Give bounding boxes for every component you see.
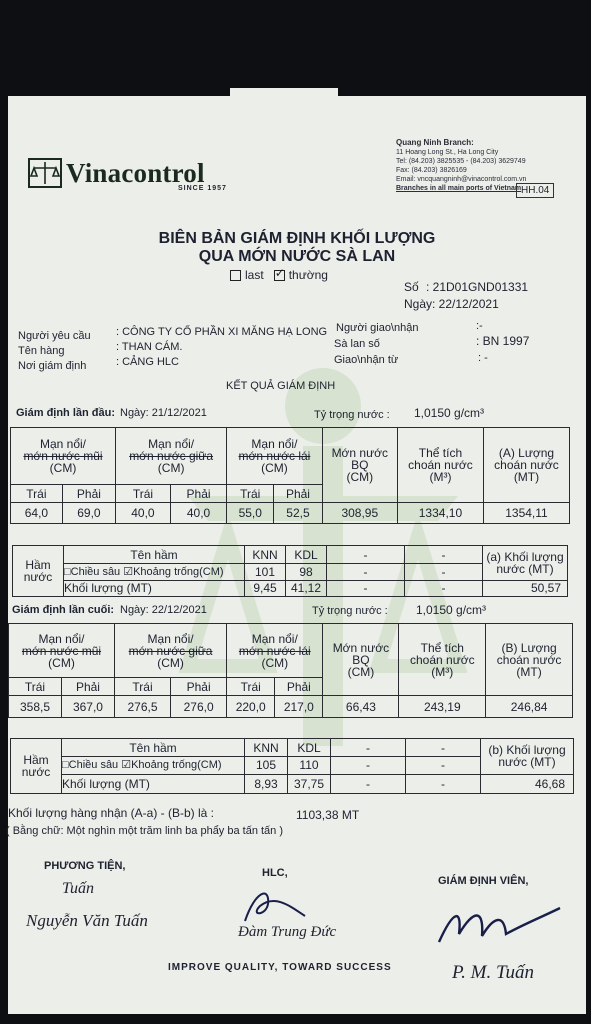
last-checkbox[interactable] <box>230 270 241 281</box>
net-mass-in-words: ( Bằng chữ: Một nghìn một trăm linh ba phẩy ba tấn tấn ) <box>6 825 284 837</box>
vehicle-name: Nguyễn Văn Tuấn <box>26 911 148 930</box>
displacement-b-header: (B) Lượng choán nước (MT) <box>486 624 573 696</box>
tank-dash: - <box>405 580 483 596</box>
first-aft-left: 55,0 <box>227 503 274 524</box>
last-displacement: 246,84 <box>486 696 573 718</box>
aft-left-header: Trái <box>227 485 274 503</box>
last-draft-table <box>8 623 573 718</box>
mass-row-label: Khối lượng (MT) <box>62 774 245 793</box>
title-line-2: QUA MỚN NƯỚC SÀ LAN <box>198 248 396 265</box>
tank-label: Hầm nước <box>13 546 64 597</box>
first-inspection-label: Giám định lần đầu: <box>16 407 116 419</box>
fore-left-header: Trái <box>11 485 63 503</box>
volume-header: Thể tích choán nước (M³) <box>399 624 486 696</box>
aft-header: Mạn nổi/ mớn nước lái (CM) <box>227 428 322 485</box>
branch-email: Email: vncquangninh@vinacontrol.com.vn <box>396 176 527 183</box>
displacement-a-header: (A) Lượng choán nước (MT) <box>483 428 569 503</box>
mid-right-header: Phải <box>170 485 226 503</box>
last-mid-right: 276,0 <box>171 696 227 718</box>
kdl-header: KDL <box>286 546 327 564</box>
water-b-value: 46,68 <box>481 774 574 793</box>
depth-row-label: □Chiều sâu ☑Khoảng trống(CM) <box>62 757 245 774</box>
first-depth-knn: 101 <box>245 564 286 580</box>
paper-top-edge <box>230 88 338 118</box>
inspector-signature: P. M. Tuấn <box>452 962 535 983</box>
goods-value: : THAN CÁM. <box>116 341 183 353</box>
first-depth-kdl: 98 <box>286 564 327 580</box>
last-depth-kdl: 110 <box>288 757 331 774</box>
tank-dash: - <box>406 774 481 793</box>
first-mass-kdl: 41,12 <box>286 580 327 596</box>
logo-since: SINCE 1957 <box>178 185 227 192</box>
scales-logo-icon <box>28 158 62 188</box>
slogan: IMPROVE QUALITY, TOWARD SUCCESS <box>168 962 392 973</box>
tank-dash: - <box>327 564 405 580</box>
mid-header: Mạn nổi/ mớn nước giữa (CM) <box>114 624 226 678</box>
report-type-options <box>230 268 328 282</box>
last-label: last <box>245 268 264 282</box>
mid-left-header: Trái <box>116 485 171 503</box>
fore-left-header: Trái <box>9 678 62 696</box>
branch-name: Quang Ninh Branch: <box>396 138 474 147</box>
water-a-label: (a) Khối lượng nước (MT) <box>483 546 568 581</box>
result-title: KẾT QUẢ GIÁM ĐỊNH <box>226 380 336 392</box>
first-tank-table <box>12 545 568 597</box>
first-mass-knn: 9,45 <box>245 580 286 596</box>
tank-dash: - <box>327 546 405 564</box>
water-a-value: 50,57 <box>483 580 568 596</box>
last-depth-knn: 105 <box>245 757 288 774</box>
fore-right-header: Phải <box>61 678 114 696</box>
tank-dash: - <box>331 757 406 774</box>
place-label: Nơi giám định <box>18 360 87 372</box>
aft-right-header: Phải <box>274 485 322 503</box>
hlc-label: HLC, <box>262 867 288 879</box>
depth-row-label: □Chiều sâu ☑Khoảng trống(CM) <box>64 564 245 580</box>
last-density: 1,0150 g/cm³ <box>416 603 487 617</box>
normal-label: thường <box>288 268 328 282</box>
branch-fax: Fax: (84.203) 3826169 <box>396 167 467 174</box>
title-line-1: BIÊN BẢN GIÁM ĐỊNH KHỐI LƯỢNG <box>158 230 436 247</box>
first-volume: 1334,10 <box>397 503 483 524</box>
branch-address: 11 Hoang Long St., Ha Long City <box>396 149 499 156</box>
knn-header: KNN <box>245 546 286 564</box>
doc-number: : 21D01GND01331 <box>426 280 529 294</box>
branch-tel: Tel: (84.203) 3825535 - (84.203) 3629749 <box>396 158 526 165</box>
mid-right-header: Phải <box>171 678 227 696</box>
last-bq: 66,43 <box>323 696 399 718</box>
requester-value: : CÔNG TY CỔ PHẦN XI MĂNG HẠ LONG <box>116 326 328 338</box>
tank-label: Hầm nước <box>11 739 62 794</box>
tank-dash: - <box>406 739 481 757</box>
mid-header: Mạn nổi/ mớn nước giữa (CM) <box>116 428 227 485</box>
last-density-label: Tỷ trọng nước : <box>312 605 388 617</box>
company-logo <box>28 157 227 192</box>
goods-label: Tên hàng <box>18 345 65 357</box>
aft-left-header: Trái <box>227 678 275 696</box>
tank-dash: - <box>405 546 483 564</box>
requester-label: Người yêu cầu <box>18 330 91 342</box>
tank-name-header: Tên hầm <box>62 739 245 757</box>
last-tank-table <box>10 738 574 794</box>
deliverer-label: Người giao\nhận <box>336 322 419 334</box>
doc-date: Ngày: 22/12/2021 <box>404 297 499 311</box>
first-inspection-date: Ngày: 21/12/2021 <box>120 407 207 419</box>
net-mass-value: 1103,38 MT <box>296 808 360 822</box>
mass-row-label: Khối lượng (MT) <box>64 580 245 596</box>
last-fore-left: 358,5 <box>9 696 62 718</box>
hlc-signature-mark-icon <box>240 886 310 926</box>
first-density: 1,0150 g/cm³ <box>414 406 485 420</box>
bq-header: Mớn nước BQ (CM) <box>322 428 397 503</box>
last-mass-kdl: 37,75 <box>288 774 331 793</box>
last-mass-knn: 8,93 <box>245 774 288 793</box>
aft-header: Mạn nổi/ mớn nước lái (CM) <box>227 624 323 678</box>
last-aft-left: 220,0 <box>227 696 275 718</box>
tank-dash: - <box>331 774 406 793</box>
branch-info <box>396 138 526 193</box>
first-density-label: Tỷ trọng nước : <box>314 409 390 421</box>
branch-ports: Branches in all main ports of Vietnam <box>396 185 522 192</box>
net-mass-label: Khối lượng hàng nhận (A-a) - (B-b) là : <box>8 806 214 820</box>
first-bq: 308,95 <box>322 503 397 524</box>
form-code: HH.04 <box>516 183 554 198</box>
last-inspection-date: Ngày: 22/12/2021 <box>120 604 207 616</box>
last-mid-left: 276,5 <box>114 696 170 718</box>
vehicle-signature: Tuấn <box>62 880 95 897</box>
document-page <box>8 96 586 1014</box>
inspector-label: GIÁM ĐỊNH VIÊN, <box>438 875 529 887</box>
aft-right-header: Phải <box>275 678 323 696</box>
kdl-header: KDL <box>288 739 331 757</box>
last-aft-right: 217,0 <box>275 696 323 718</box>
barge-label: Sà lan số <box>334 338 380 350</box>
first-draft-table <box>10 427 570 524</box>
mid-left-header: Trái <box>114 678 170 696</box>
tank-dash: - <box>406 757 481 774</box>
knn-header: KNN <box>245 739 288 757</box>
last-volume: 243,19 <box>399 696 486 718</box>
first-mid-right: 40,0 <box>170 503 226 524</box>
water-b-label: (b) Khối lượng nước (MT) <box>481 739 574 775</box>
volume-header: Thể tích choán nước (M³) <box>397 428 483 503</box>
first-mid-left: 40,0 <box>116 503 171 524</box>
logo-text: Vinacontrol <box>66 157 205 188</box>
first-displacement: 1354,11 <box>483 503 569 524</box>
tank-dash: - <box>331 739 406 757</box>
first-fore-right: 69,0 <box>62 503 115 524</box>
vehicle-label: PHƯƠNG TIỆN, <box>44 860 126 872</box>
tank-dash: - <box>405 564 483 580</box>
from-value: : - <box>478 352 488 364</box>
from-label: Giao\nhận từ <box>334 354 399 366</box>
deliverer-value: :- <box>476 320 483 332</box>
inspector-signature-mark-icon <box>434 904 564 946</box>
doc-number-label: Số <box>404 280 419 294</box>
bq-header: Mớn nước BQ (CM) <box>323 624 399 696</box>
fore-header: Mạn nổi/ mớn nước mũi (CM) <box>11 428 116 485</box>
first-aft-right: 52,5 <box>274 503 322 524</box>
tank-dash: - <box>327 580 405 596</box>
last-inspection-label: Giám định lần cuối: <box>12 604 115 616</box>
last-fore-right: 367,0 <box>61 696 114 718</box>
fore-header: Mạn nổi/ mớn nước mũi (CM) <box>9 624 115 678</box>
place-value: : CẢNG HLC <box>116 356 179 368</box>
fore-right-header: Phải <box>62 485 115 503</box>
tank-name-header: Tên hầm <box>64 546 245 564</box>
first-fore-left: 64,0 <box>11 503 63 524</box>
barge-value: : BN 1997 <box>476 334 530 348</box>
normal-checkbox[interactable] <box>274 270 285 281</box>
hlc-signature: Đàm Trung Đức <box>238 924 337 940</box>
